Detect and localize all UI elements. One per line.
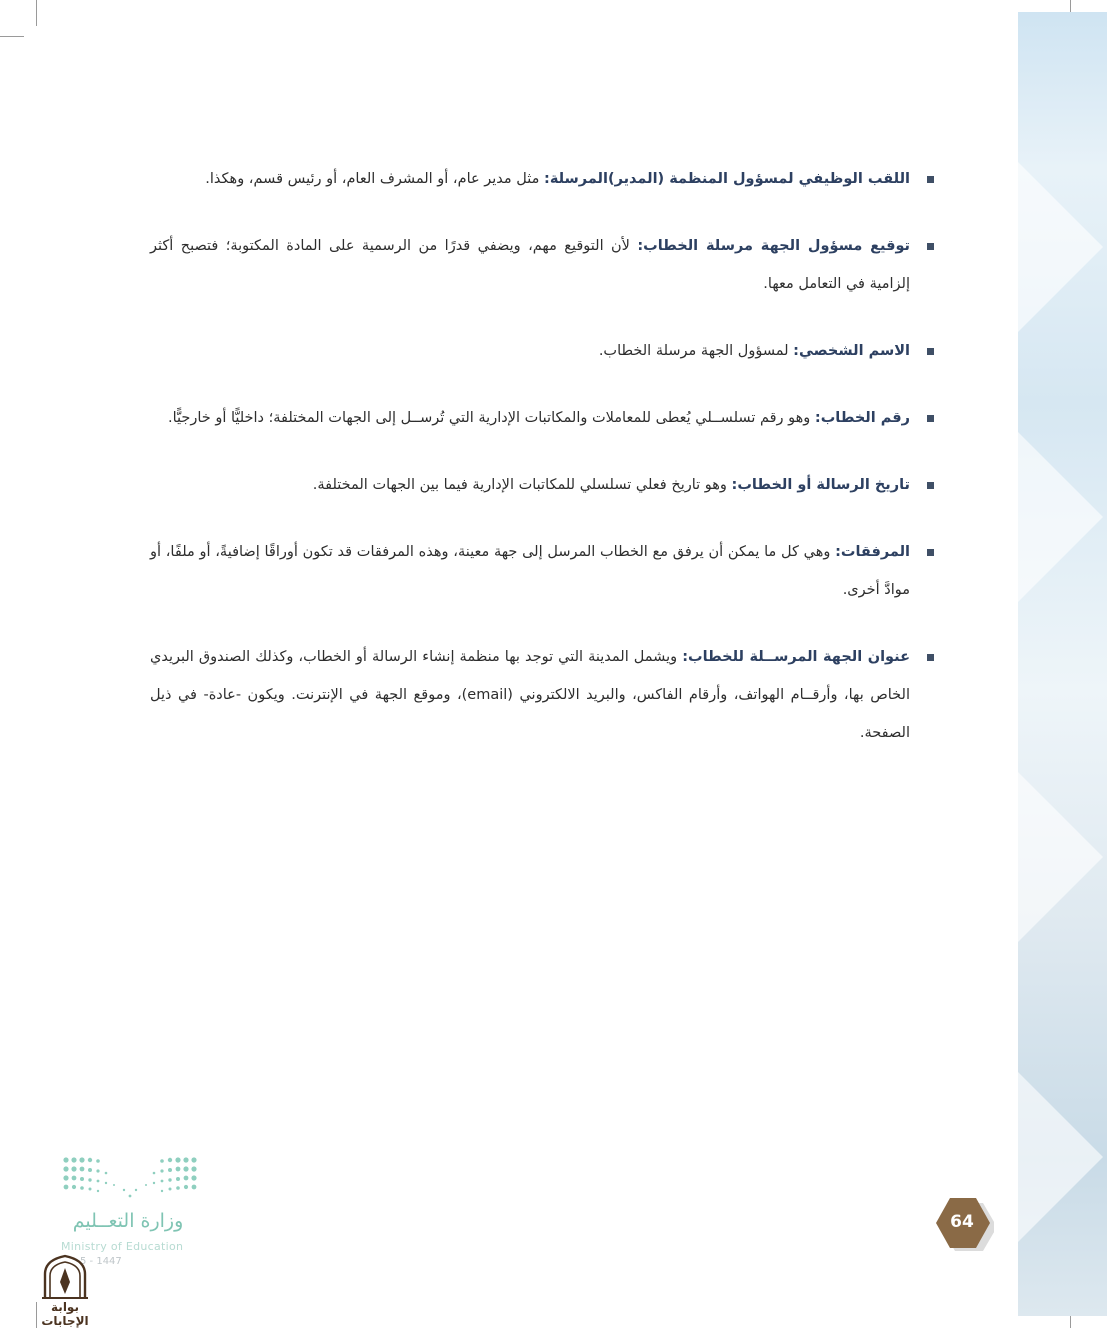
list-item xyxy=(150,227,940,303)
list-item xyxy=(150,533,940,609)
item-text: ويشمل المدينة التي توجد بها منظمة إنشاء الرسالة أو الخطاب، وكذلك الصندوق البريدي الخاص بها، وأرقــام الهواتف، وأرقام الفاكس، والبريد الالكتروني (email)، وموقع الجهة في الإنترنت. ويكون -عادة- في ذيل الصفحة. xyxy=(150,649,910,741)
chevron-decoration xyxy=(1018,1072,1103,1242)
logo-year: 5 - 1447 xyxy=(80,1256,122,1267)
item-term: المرفقات: xyxy=(835,544,910,560)
list-item xyxy=(150,399,940,437)
square-bullet-icon xyxy=(927,176,934,183)
item-text: لمسؤول الجهة مرسلة الخطاب. xyxy=(598,343,794,359)
mosque-arch-icon xyxy=(28,1254,102,1300)
item-text: وهي كل ما يمكن أن يرفق مع الخطاب المرسل إلى جهة معينة، وهذه المرفقات قد تكون أوراقًا إضافيةً، أو ملفًا، أو موادَّ أخرى. xyxy=(150,544,910,598)
logo-dots-icon xyxy=(62,1156,202,1204)
item-term: رقم الخطاب: xyxy=(814,410,910,426)
list-item xyxy=(150,332,940,370)
list-item xyxy=(150,466,940,504)
item-text: مثل مدير عام، أو المشرف العام، أو رئيس قسم، وهكذا. xyxy=(205,171,545,187)
item-text: وهو تاريخ فعلي تسلسلي للمكاتبات الإدارية فيما بين الجهات المختلفة. xyxy=(312,477,732,493)
item-term: اللقب الوظيفي لمسؤول المنظمة (المدير)المرسلة: xyxy=(544,171,910,187)
square-bullet-icon xyxy=(927,482,934,489)
answers-portal-watermark xyxy=(28,1254,108,1328)
item-term: تاريخ الرسالة أو الخطاب: xyxy=(731,477,910,493)
item-text: وهو رقم تسلســلي يُعطى للمعاملات والمكاتبات الإدارية التي تُرســل إلى الجهات المختلفة؛ داخليًّا أو خارجيًّا. xyxy=(167,410,815,426)
logo-arabic-text: وزارة التعــليم xyxy=(72,1210,184,1232)
page-number: 64 xyxy=(950,1212,974,1232)
item-text: لأن التوقيع مهم، ويضفي قدرًا من الرسمية على المادة المكتوبة؛ فتصبح أكثر إلزامية في التعامل معها. xyxy=(150,238,910,292)
square-bullet-icon xyxy=(927,415,934,422)
item-term: توقيع مسؤول الجهة مرسلة الخطاب: xyxy=(637,238,910,254)
chevron-decoration xyxy=(1018,162,1103,332)
list-item xyxy=(150,160,940,198)
bullet-list xyxy=(150,160,940,781)
logo-english-text: Ministry of Education xyxy=(61,1240,184,1253)
square-bullet-icon xyxy=(927,549,934,556)
watermark-text: بوابة الإجابات xyxy=(41,1300,89,1328)
chevron-decoration xyxy=(1018,772,1103,942)
item-term: الاسم الشخصي: xyxy=(793,343,910,359)
square-bullet-icon xyxy=(927,243,934,250)
square-bullet-icon xyxy=(927,348,934,355)
crop-mark xyxy=(36,0,37,26)
list-item xyxy=(150,638,940,752)
chevron-decoration xyxy=(1018,432,1103,602)
page-number-badge xyxy=(934,1196,994,1252)
crop-mark xyxy=(0,36,24,37)
square-bullet-icon xyxy=(927,654,934,661)
decorative-side-strip xyxy=(1018,12,1107,1316)
item-term: عنوان الجهة المرســلة للخطاب: xyxy=(682,649,910,665)
